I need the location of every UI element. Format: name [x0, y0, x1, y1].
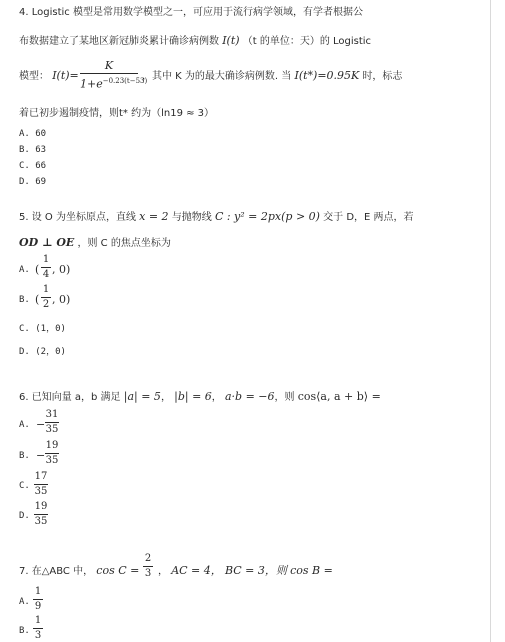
fraction-bar: [45, 422, 59, 423]
q6-option-b-fraction: [45, 440, 59, 467]
q6-d-den: 35: [34, 516, 48, 527]
q6-option-a-sign: −: [36, 418, 46, 431]
q4-line2: [19, 35, 371, 48]
q7-ac: AC = 4，: [171, 564, 222, 577]
q5-option-a-fraction: [41, 254, 51, 281]
q7-stem-start: [19, 565, 139, 578]
q6-a-num: 31: [45, 409, 59, 420]
q5-option-b-label: B.: [19, 295, 30, 305]
fraction-bar: [45, 453, 59, 454]
q4-line3-rest: [142, 70, 402, 83]
fraction-bar: [34, 514, 48, 515]
q7-pre: 7. 在△ABC 中，: [19, 566, 94, 577]
fraction-bar: [33, 599, 43, 600]
q5-option-a-open: (: [35, 263, 40, 276]
page-border: [490, 0, 491, 642]
q5-b-den: 2: [42, 299, 50, 310]
q7-cos-b: cos B =: [290, 564, 333, 577]
q4-frac-num: K: [104, 59, 114, 72]
q7-option-a-label: A.: [19, 597, 30, 607]
fraction-bar: [80, 73, 138, 74]
q6-norm-b: |b| = 6: [174, 390, 212, 403]
q7-comma: ，: [158, 566, 168, 577]
q6-d-num: 19: [34, 501, 48, 512]
q4-frac-den-base: 1+e: [80, 77, 103, 91]
q5-line2: [19, 237, 171, 250]
q6-option-d-fraction: [34, 501, 48, 528]
q4-unit-note: （t 的单位：天）的 Logistic: [242, 36, 372, 47]
q6-option-b-sign: −: [36, 449, 46, 462]
q7-cos-c-den: 3: [144, 568, 152, 579]
q6-b-den: 35: [45, 455, 59, 466]
q7-option-b-label: B.: [19, 626, 30, 636]
q7-b-num: 1: [34, 615, 42, 626]
q5-b-num: 1: [42, 284, 50, 295]
q4-it: I(t): [222, 34, 240, 47]
q4-line1: 4. Logistic 模型是常用数学模型之一，可应用于流行病学领域，有学者根据公: [19, 7, 363, 18]
q5-option-c: C. (1，0): [19, 324, 66, 334]
q7-a-den: 9: [34, 601, 42, 612]
q6-b-num: 19: [45, 440, 59, 451]
q7-option-a-fraction: [33, 586, 43, 613]
q7-b-den: 3: [34, 630, 42, 641]
q4-model-lhs: I(t)=: [52, 69, 79, 82]
q4-option-c: C. 66: [19, 161, 47, 171]
q5-a-num: 1: [42, 254, 50, 265]
q6-c-den: 35: [34, 486, 48, 497]
q4-model-mid: ，其中 K 为的最大确诊病例数. 当: [142, 71, 292, 82]
q5-option-b-close: , 0): [52, 293, 71, 306]
q5-option-b-open: (: [35, 293, 40, 306]
q4-model-end: 时，标志: [362, 71, 403, 82]
q6-option-c-label: C.: [19, 481, 30, 491]
fraction-bar: [34, 484, 48, 485]
fraction-bar: [41, 267, 51, 268]
q7-bc: BC = 3，则: [224, 564, 287, 577]
q6-norm-a: |a| = 5: [123, 390, 161, 403]
q5-option-d: D. (2，0): [19, 347, 66, 357]
q7-stem-end: [158, 565, 333, 578]
q4-option-b: B. 63: [19, 145, 47, 155]
q7-cos-c: cos C =: [96, 564, 140, 577]
q6-option-d-label: D.: [19, 511, 30, 521]
q6-option-a-label: A.: [19, 420, 30, 430]
q4-line3: [19, 70, 79, 83]
fraction-bar: [41, 297, 51, 298]
q6-dot-product: a·b = −6: [224, 390, 275, 403]
q7-cos-c-num: 2: [144, 553, 152, 564]
q6-option-c-fraction: [34, 471, 48, 498]
q5-mid: 与抛物线: [171, 212, 212, 223]
q5-pre: 5. 设 O 为坐标原点，直线: [19, 212, 136, 223]
q4-line2-text: 布数据建立了某地区新冠肺炎累计确诊病例数: [19, 36, 219, 47]
q4-model-label: 模型：: [19, 71, 49, 82]
q6-pre: 6. 已知向量 a，b 满足: [19, 392, 121, 403]
q7-option-b-fraction: [33, 615, 43, 642]
q4-frac-den: [80, 75, 148, 91]
q6-mid: ，则: [274, 392, 295, 403]
q5-line-eq: x = 2: [139, 210, 169, 223]
q6-a-den: 35: [45, 424, 59, 435]
q5-option-a-label: A.: [19, 265, 30, 275]
q5-option-a-close: , 0): [52, 263, 71, 276]
q5-parabola: C : y² = 2px(p > 0): [214, 210, 320, 223]
q6-cosine: cos⟨a, a + b⟩ =: [297, 390, 381, 403]
q4-option-d: D. 69: [19, 177, 47, 187]
q4-frac-den-exp: −0.23(t−53): [102, 77, 148, 85]
q4-model-fraction: [80, 59, 148, 91]
fraction-bar: [143, 566, 153, 567]
q4-condition: I(t*)=0.95K: [294, 69, 360, 82]
q5-line1: [19, 211, 414, 224]
q5-option-b-fraction: [41, 284, 51, 311]
q6-c-num: 17: [34, 471, 48, 482]
q6-stem: 6. 已知向量 a，b 满足 |a| = 5， |b| = 6， a·b = −6，则 cos⟨a, a + b⟩ =: [19, 390, 381, 403]
q7-cos-c-fraction: [143, 553, 153, 580]
fraction-bar: [33, 628, 43, 629]
q5-question: ，则 C 的焦点坐标为: [77, 238, 171, 249]
q4-line4: 着已初步遏制疫情，则t* 约为（ln19 ≈ 3）: [19, 108, 215, 119]
q5-end: 交于 D，E 两点，若: [323, 212, 414, 223]
q4-option-a: A. 60: [19, 129, 47, 139]
q6-option-b-label: B.: [19, 451, 30, 461]
q5-perp: OD ⊥ OE: [19, 236, 75, 249]
q5-a-den: 4: [42, 269, 50, 280]
q7-a-num: 1: [34, 586, 42, 597]
q6-option-a-fraction: [45, 409, 59, 436]
